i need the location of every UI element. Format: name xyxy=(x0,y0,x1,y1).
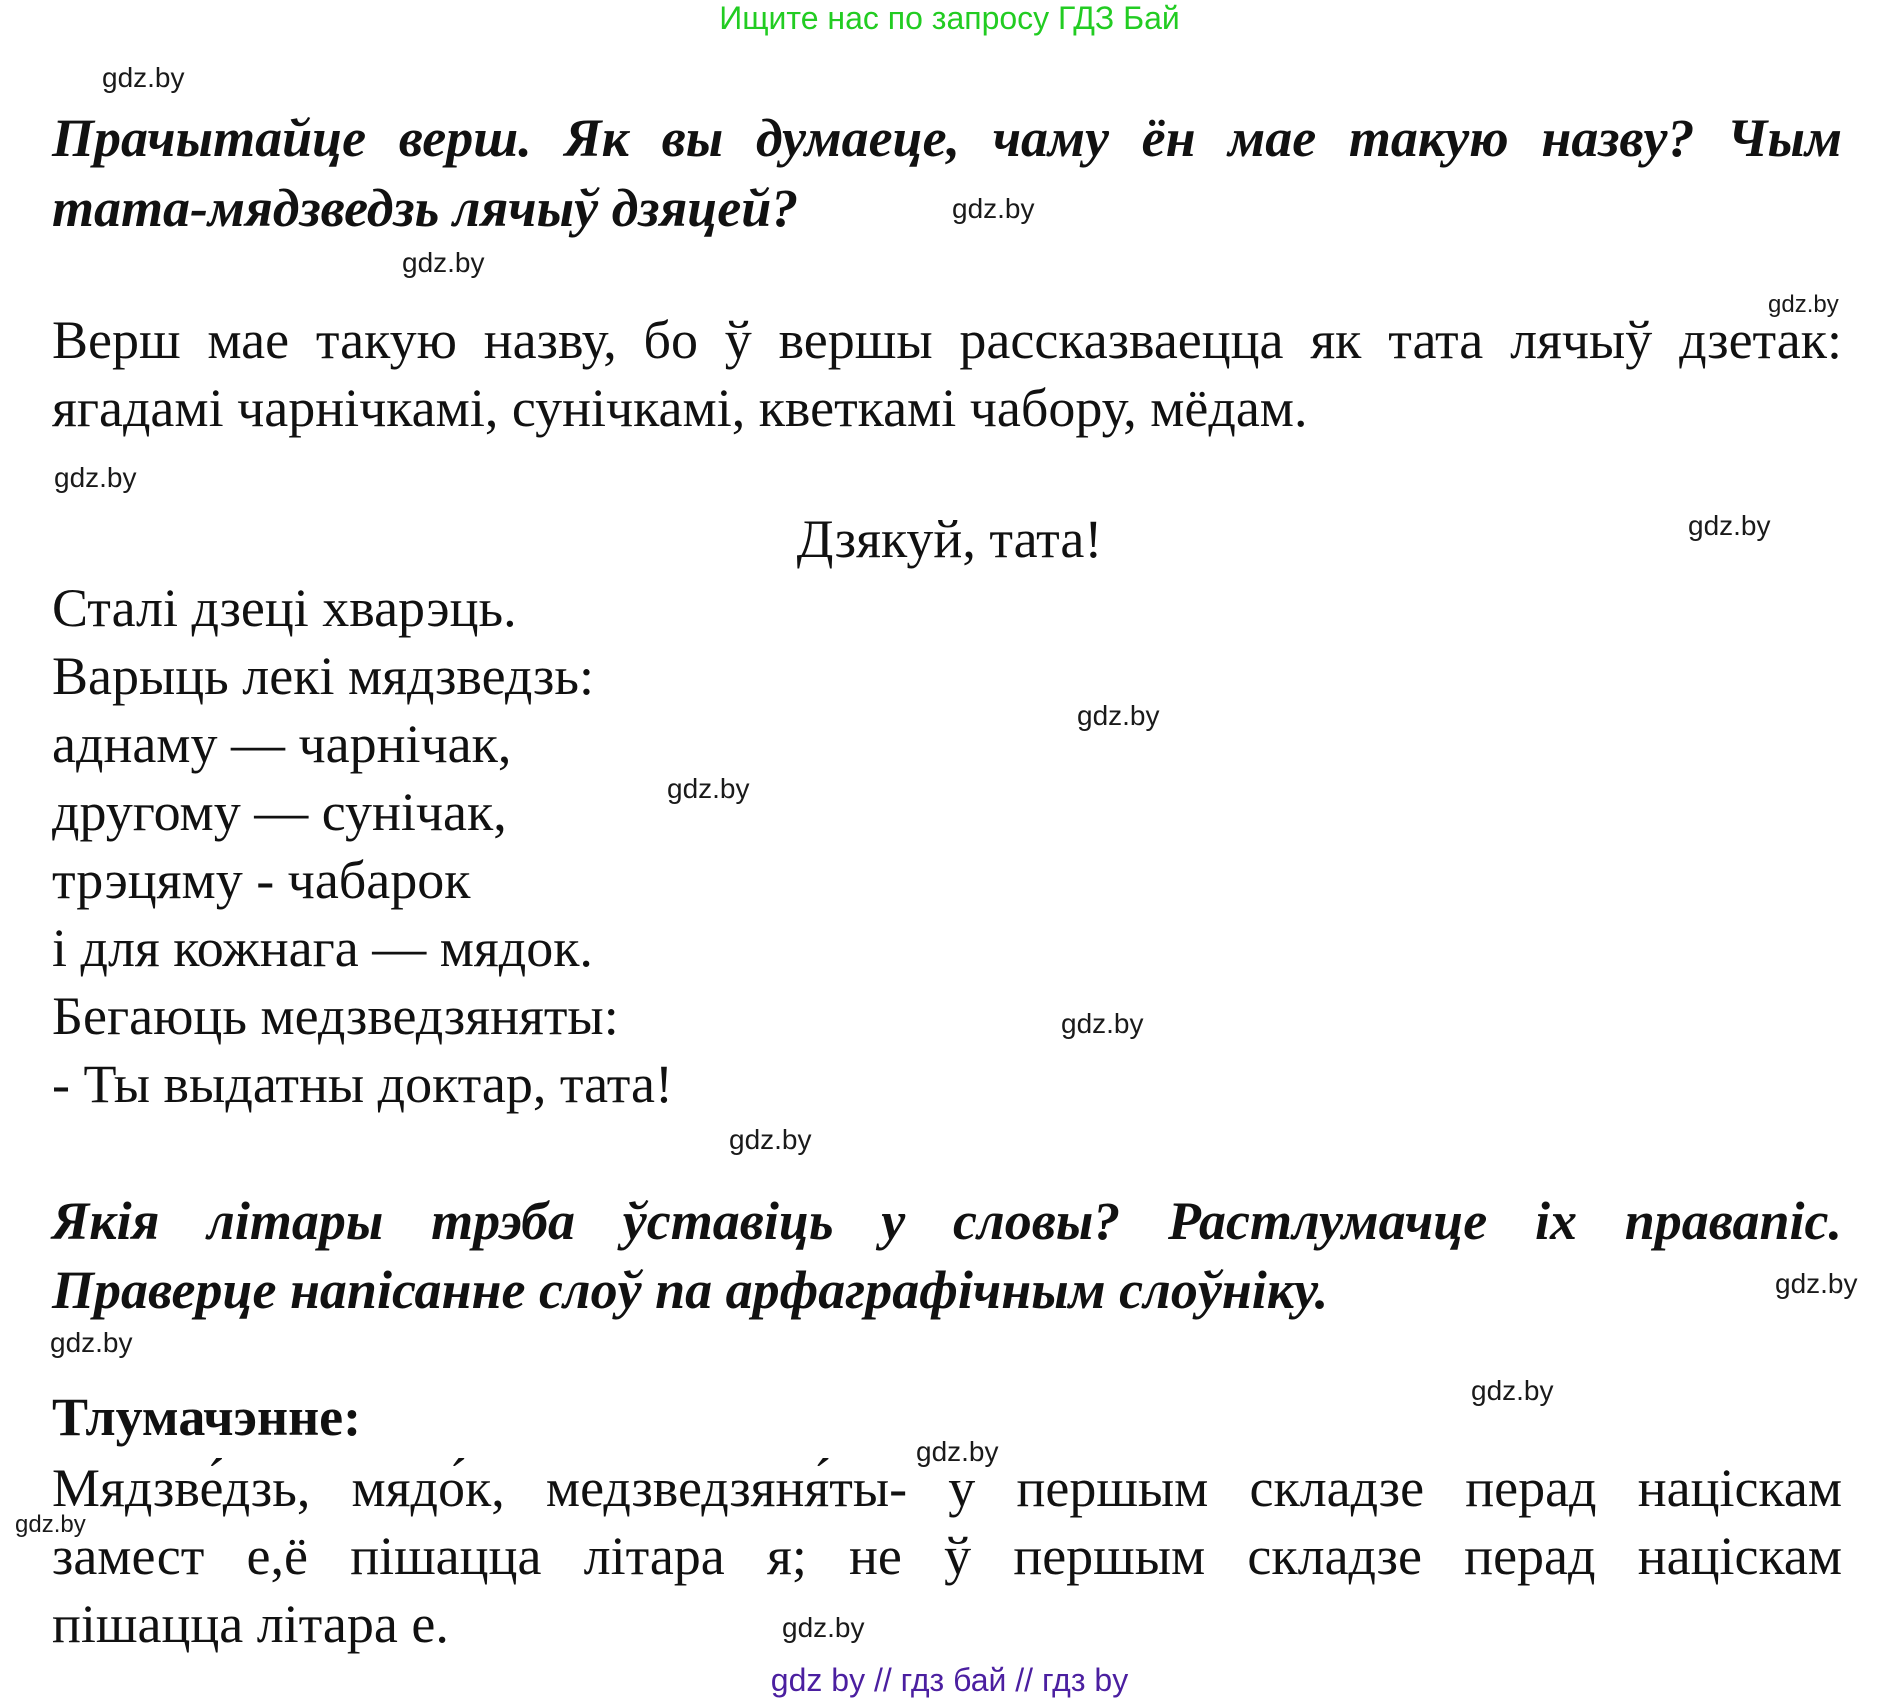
poem-line: аднаму — чарнічак, xyxy=(52,714,512,774)
answer-1-line-1: Верш мае такую назву, бо ў вершы рассказваецца як тата лячыў дзетак: xyxy=(52,310,1842,370)
watermark: gdz.by xyxy=(15,1511,86,1538)
watermark: gdz.by xyxy=(952,193,1035,224)
poem-line: другому — сунічак, xyxy=(52,782,507,842)
poem-line: - Ты выдатны доктар, тата! xyxy=(52,1054,673,1114)
answer-1-line-2: ягадамі чарнічкамі, сунічкамі, кветкамі чабору, мёдам. xyxy=(52,378,1308,438)
watermark: gdz.by xyxy=(1471,1375,1554,1406)
explanation-line-1: Мядзве́дзь, мядо́к, медзведзяня́ты- у першым складзе перад націскам xyxy=(52,1458,1842,1518)
watermark: gdz.by xyxy=(1688,510,1771,541)
watermark: gdz.by xyxy=(667,773,750,804)
watermark: gdz.by xyxy=(54,462,137,493)
watermark: gdz.by xyxy=(916,1436,999,1467)
poem-line: і для кожнага — мядок. xyxy=(52,918,593,978)
explanation-line-2: замест е,ё пішацца літара я; не ў першым складзе перад націскам xyxy=(52,1526,1842,1586)
watermark: gdz.by xyxy=(1768,291,1839,318)
question-2-line-1: Якія літары трэба ўставіць у словы? Растлумачце іх правапіс. xyxy=(52,1191,1842,1251)
explanation-heading: Тлумачэнне: xyxy=(52,1387,362,1447)
watermark: gdz.by xyxy=(1775,1268,1858,1299)
poem-line: трэцяму - чабарок xyxy=(52,850,471,910)
poem-line: Варыць лекі мядзведзь: xyxy=(52,646,594,706)
top-banner: Ищите нас по запросу ГДЗ Бай xyxy=(719,0,1180,36)
question-1-line-2: тата-мядзведзь лячыў дзяцей? xyxy=(52,178,799,238)
watermark: gdz.by xyxy=(1061,1008,1144,1039)
watermark: gdz.by xyxy=(782,1612,865,1643)
watermark: gdz.by xyxy=(729,1124,812,1155)
watermark: gdz.by xyxy=(1077,700,1160,731)
footer-links: gdz by // гдз бай // гдз by xyxy=(770,1662,1129,1698)
question-2-line-2: Праверце напісанне слоў па арфаграфічным слоўніку. xyxy=(52,1260,1329,1320)
question-1-line-1: Прачытайце верш. Як вы думаеце, чаму ён мае такую назву? Чым xyxy=(52,108,1842,168)
poem-title: Дзякуй, тата! xyxy=(796,509,1103,569)
watermark: gdz.by xyxy=(102,62,185,93)
poem-line: Бегаюць медзведзяняты: xyxy=(52,986,619,1046)
explanation-line-3: пішацца літара е. xyxy=(52,1594,449,1654)
poem-line: Сталі дзеці хварэць. xyxy=(52,578,517,638)
watermark: gdz.by xyxy=(402,247,485,278)
watermark: gdz.by xyxy=(50,1327,133,1358)
